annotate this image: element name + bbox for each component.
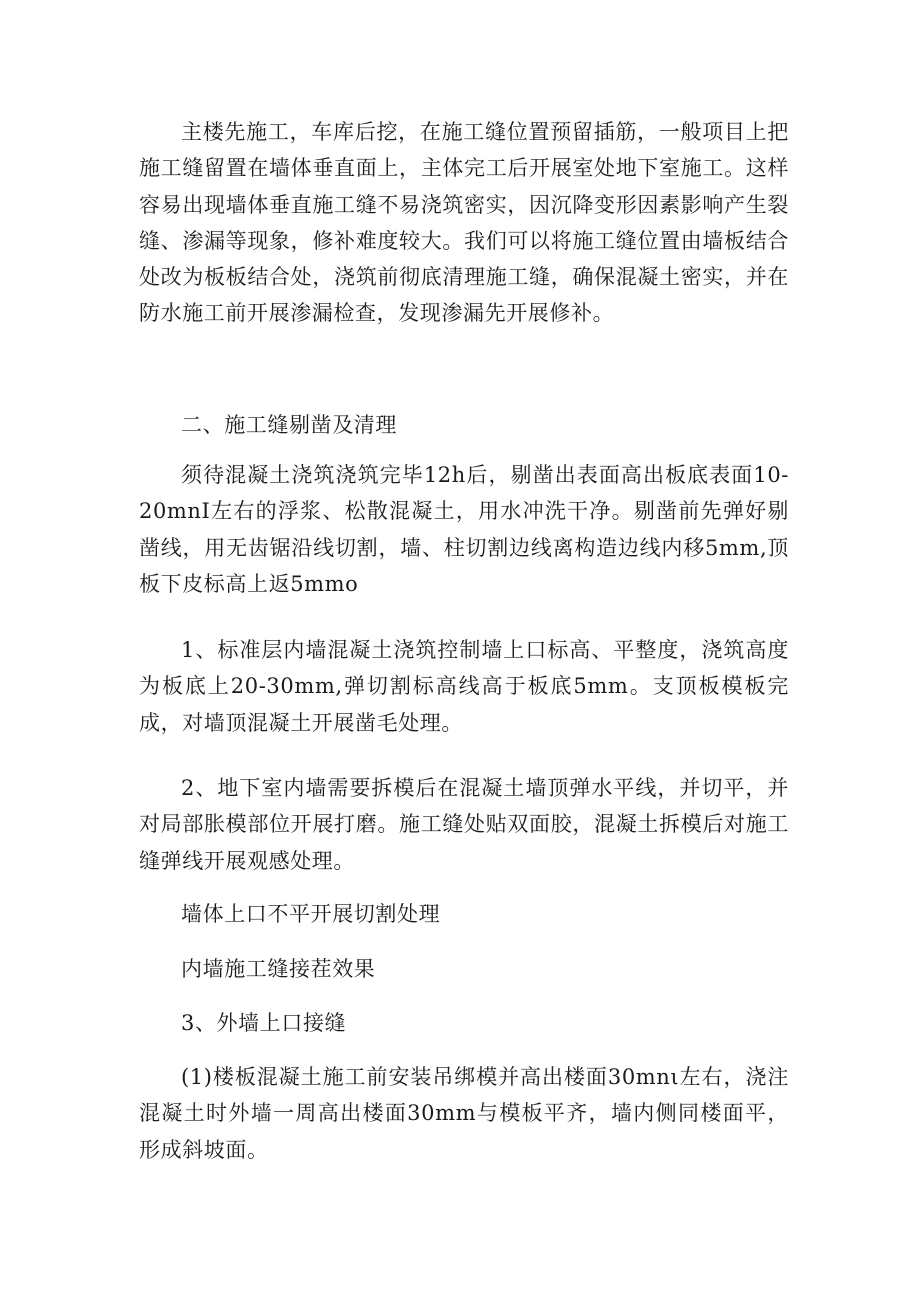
subheading-item-3-outer-wall: 3、外墙上口接缝: [181, 1011, 347, 1035]
paragraph-construction-sequence: 主楼先施工，车库后挖，在施工缝位置预留插筋，一般项目上把施工缝留置在墙体垂直面上，主体完工后开展室处地下室施工。这样容易出现墙体垂直施工缝不易浇筑密实，因沉降变形因素影响产生裂缝、渗漏等现象，修补难度较大。我们可以将施工缝位置由墙板结合处改为板板结合处，浇筑前彻底清理施工缝，确保混凝土密实，并在防水施工前开展渗漏检查，发现渗漏先开展修补。: [139, 120, 789, 326]
section-heading-joint-chiseling: 二、施工缝剔凿及清理: [181, 413, 397, 437]
paragraph-item-1-standard-floor: 1、标准层内墙混凝土浇筑控制墙上口标高、平整度，浇筑高度为板底上20-30mm,弹切割标高线高于板底5mm。支顶板模板完成，对墙顶混凝土开展凿毛处理。: [139, 638, 789, 735]
paragraph-item-2-basement: 2、地下室内墙需要拆模后在混凝土墙顶弹水平线，并切平，并对局部胀模部位开展打磨。施工缝处贴双面胶，混凝土拆模后对施工缝弹线开展观感处理。: [139, 776, 789, 873]
caption-inner-wall-joint-effect: 内墙施工缝接茬效果: [181, 957, 376, 981]
paragraph-chiseling-procedure: 须待混凝土浇筑浇筑完毕12h后，剔凿出表面高出板底表面10-20mnI左右的浮浆、松散混凝土，用水冲洗干净。剔凿前先弹好剔凿线，用无齿锯沿线切割，墙、柱切割边线离构造边线内移5mm,顶板下皮标高上返5mmo: [139, 463, 789, 596]
caption-wall-top-cutting: 墙体上口不平开展切割处理: [181, 902, 441, 926]
paragraph-item-3-1-formwork: (1)楼板混凝土施工前安装吊绑模并高出楼面30mnι左右，浇注混凝土时外墙一周高出楼面30mm与模板平齐，墙内侧同楼面平，形成斜坡面。: [139, 1065, 789, 1162]
